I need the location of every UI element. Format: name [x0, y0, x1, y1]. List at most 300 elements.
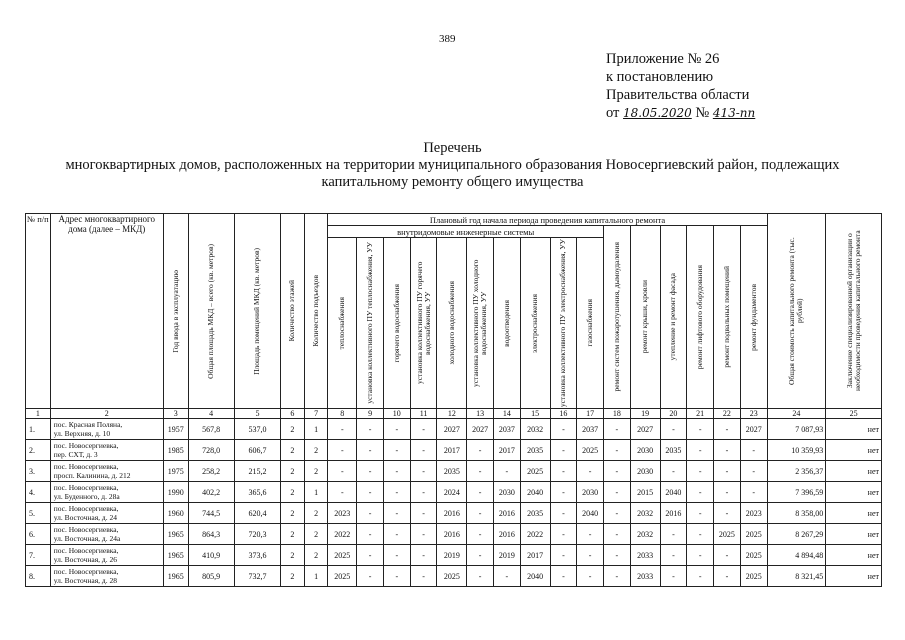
value-cell: 2016 [493, 503, 520, 524]
value-cell: 1965 [163, 566, 188, 587]
value-cell: - [357, 566, 384, 587]
col-basement-header [714, 226, 741, 409]
value-cell: 2030 [630, 440, 660, 461]
col-conclusion-header [826, 214, 882, 409]
drainage-label: водоотведения [501, 299, 511, 347]
col-electricity-meter-header [550, 238, 577, 409]
value-cell: 620,4 [234, 503, 280, 524]
column-number-cell: 1 [26, 409, 51, 419]
value-cell: - [687, 524, 714, 545]
value-cell: - [550, 503, 577, 524]
value-cell: 2037 [493, 419, 520, 440]
row-number: 7. [26, 545, 51, 566]
column-number-cell: 10 [383, 409, 410, 419]
value-cell: - [328, 419, 357, 440]
row-number: 8. [26, 566, 51, 587]
total-area-label: Общая площадь МКД – всего (кв. метров) [206, 243, 216, 379]
value-cell: 732,7 [234, 566, 280, 587]
value-cell: - [687, 440, 714, 461]
appendix-line-4 [606, 104, 755, 122]
total-cost-label: Общая стоимость капитального ремонта (тыс. рублей) [787, 237, 805, 385]
value-cell: 1 [304, 482, 328, 503]
hot-water-label: горячего водоснабжения [391, 283, 401, 363]
value-cell: 2032 [630, 503, 660, 524]
title-line-2: многоквартирных домов, расположенных на территории муниципального образования Новосергиевский район, подлежащих [65, 157, 840, 173]
column-number-cell: 4 [188, 409, 234, 419]
col-facade-header [660, 226, 687, 409]
address-line-2: ул. Верхняя, д. 10 [53, 429, 111, 438]
conclusion-cell: нет [826, 482, 882, 503]
heat-meter-label: установка коллективного ПУ теплоснабжения, УУ [365, 242, 375, 404]
value-cell: 2035 [520, 503, 550, 524]
value-cell: - [383, 545, 410, 566]
value-cell: - [687, 419, 714, 440]
floors-label: Количество этажей [287, 280, 297, 342]
value-cell: 2 [304, 524, 328, 545]
conclusion-cell: нет [826, 419, 882, 440]
column-number-cell: 15 [520, 409, 550, 419]
value-cell: 2025 [520, 461, 550, 482]
row-number: 1. [26, 419, 51, 440]
table-row [26, 419, 882, 440]
gas-label: газоснабжения [585, 299, 595, 347]
decree-date: 18.05.2020 [623, 106, 692, 120]
value-cell: - [328, 440, 357, 461]
value-cell: - [383, 440, 410, 461]
value-cell: 365,6 [234, 482, 280, 503]
value-cell: - [550, 545, 577, 566]
value-cell: 258,2 [188, 461, 234, 482]
value-cell: 2027 [467, 419, 494, 440]
table-body [26, 419, 882, 587]
value-cell: 2 [304, 503, 328, 524]
value-cell: - [357, 419, 384, 440]
address-cell [50, 545, 163, 566]
value-cell: 2 [281, 566, 305, 587]
value-cell: - [714, 545, 741, 566]
value-cell: - [577, 545, 604, 566]
value-cell: 2016 [660, 503, 687, 524]
value-cell: 2025 [577, 440, 604, 461]
cold-water-label: холодного водоснабжения [446, 281, 456, 365]
table-row [26, 545, 882, 566]
col-total-cost-header [767, 214, 826, 409]
address-line-1: пос. Новосергиевка, [53, 441, 119, 450]
title-line-1: Перечень [423, 140, 482, 156]
foundation-label: ремонт фундаментов [748, 283, 758, 351]
address-line-1: пос. Новосергиевка, [53, 525, 119, 534]
address-line-2: ул. Восточная, д. 28 [53, 576, 117, 585]
table-row [26, 440, 882, 461]
value-cell: 2025 [714, 524, 741, 545]
value-cell: 2032 [520, 419, 550, 440]
cost-cell: 2 356,37 [767, 461, 826, 482]
column-number-cell: 24 [767, 409, 826, 419]
address-line-1: пос. Новосергиевка, [53, 567, 119, 576]
value-cell: - [467, 566, 494, 587]
column-number-cell: 18 [604, 409, 631, 419]
value-cell: 373,6 [234, 545, 280, 566]
address-cell [50, 461, 163, 482]
value-cell: 2025 [328, 545, 357, 566]
col-floors-header [281, 214, 305, 409]
column-number-cell: 7 [304, 409, 328, 419]
col-fire-header [604, 226, 631, 409]
column-number-cell: 9 [357, 409, 384, 419]
electricity-meter-label: установка коллективного ПУ электроснабжения, УУ [558, 238, 568, 408]
value-cell: 2 [281, 545, 305, 566]
col-hot-water-meter-header [410, 238, 437, 409]
value-cell: 2025 [740, 524, 767, 545]
value-cell: - [714, 419, 741, 440]
number-label: № [695, 105, 710, 121]
elevator-label: ремонт лифтового оборудования [695, 264, 705, 370]
value-cell: - [410, 419, 437, 440]
column-number-cell: 21 [687, 409, 714, 419]
address-line-1: пос. Новосергиевка, [53, 462, 119, 471]
address-line-2: ул. Восточная, д. 24 [53, 513, 117, 522]
value-cell: 2022 [328, 524, 357, 545]
roof-label: ремонт крыши, кровли [640, 280, 650, 354]
value-cell: 215,2 [234, 461, 280, 482]
column-number-cell: 2 [50, 409, 163, 419]
value-cell: 805,9 [188, 566, 234, 587]
col-premises-area-header [234, 214, 280, 409]
col-foundation-header [740, 226, 767, 409]
value-cell: 2024 [437, 482, 467, 503]
value-cell: 2035 [660, 440, 687, 461]
value-cell: 720,3 [234, 524, 280, 545]
value-cell: - [550, 566, 577, 587]
value-cell: - [467, 440, 494, 461]
address-cell [50, 503, 163, 524]
value-cell: 2 [281, 524, 305, 545]
row-number: 3. [26, 461, 51, 482]
cost-cell: 4 894,48 [767, 545, 826, 566]
col-address-header: Адрес многоквартирного дома (далее – МКД) [50, 214, 163, 409]
value-cell: - [687, 461, 714, 482]
cost-cell: 7 396,59 [767, 482, 826, 503]
value-cell: 2033 [630, 545, 660, 566]
value-cell: - [383, 524, 410, 545]
value-cell: - [467, 524, 494, 545]
value-cell: 606,7 [234, 440, 280, 461]
value-cell: - [660, 419, 687, 440]
row-number: 2. [26, 440, 51, 461]
value-cell: - [604, 440, 631, 461]
col-cold-water-header [437, 238, 467, 409]
column-number-cell: 16 [550, 409, 577, 419]
value-cell: 2 [281, 503, 305, 524]
value-cell: - [550, 440, 577, 461]
premises-area-label: Площадь помещений МКД (кв. метров) [252, 247, 262, 375]
value-cell: 2025 [740, 566, 767, 587]
entrances-label: Количество подъездов [311, 275, 321, 347]
value-cell: - [493, 461, 520, 482]
value-cell: - [740, 440, 767, 461]
cost-cell: 8 267,29 [767, 524, 826, 545]
value-cell: - [383, 482, 410, 503]
value-cell: 2016 [437, 503, 467, 524]
row-number: 4. [26, 482, 51, 503]
col-entrances-header [304, 214, 328, 409]
value-cell: 537,0 [234, 419, 280, 440]
value-cell: 2 [304, 461, 328, 482]
value-cell: 2017 [520, 545, 550, 566]
value-cell: 2025 [740, 545, 767, 566]
address-cell [50, 524, 163, 545]
conclusion-label: Заключение специализированной организации о необходимости проведения капитального ремонта [844, 230, 862, 392]
value-cell: - [660, 524, 687, 545]
value-cell: 2027 [630, 419, 660, 440]
value-cell: 410,9 [188, 545, 234, 566]
value-cell: 2015 [630, 482, 660, 503]
address-cell [50, 440, 163, 461]
value-cell: 2016 [437, 524, 467, 545]
value-cell: - [604, 524, 631, 545]
value-cell: 2030 [493, 482, 520, 503]
value-cell: - [740, 482, 767, 503]
value-cell: - [660, 461, 687, 482]
value-cell: 2 [281, 419, 305, 440]
value-cell: - [660, 566, 687, 587]
address-cell [50, 566, 163, 587]
value-cell: 1965 [163, 545, 188, 566]
address-line-1: пос. Новосергиевка, [53, 504, 119, 513]
value-cell: - [357, 545, 384, 566]
value-cell: 744,5 [188, 503, 234, 524]
value-cell: - [383, 461, 410, 482]
value-cell: - [604, 503, 631, 524]
appendix-line-3: Правительства области [606, 87, 750, 103]
value-cell: 2035 [520, 440, 550, 461]
column-number-cell: 6 [281, 409, 305, 419]
col-heat-meter-header [357, 238, 384, 409]
value-cell: - [550, 461, 577, 482]
value-cell: 2022 [520, 524, 550, 545]
column-number-cell: 23 [740, 409, 767, 419]
column-number-cell: 11 [410, 409, 437, 419]
address-line-2: ул. Восточная, д. 26 [53, 555, 117, 564]
value-cell: 2017 [493, 440, 520, 461]
value-cell: - [357, 461, 384, 482]
page-number: 389 [439, 33, 456, 45]
conclusion-cell: нет [826, 440, 882, 461]
value-cell: 2023 [328, 503, 357, 524]
cold-water-meter-label: установка коллективного ПУ холодного водоснабжения, УУ [471, 259, 489, 387]
value-cell: 2040 [660, 482, 687, 503]
value-cell: 1965 [163, 524, 188, 545]
value-cell: - [410, 503, 437, 524]
address-line-2: ул. Буденного, д. 28а [53, 492, 120, 501]
value-cell: 864,3 [188, 524, 234, 545]
value-cell: - [410, 566, 437, 587]
value-cell: - [577, 524, 604, 545]
electricity-label: электроснабжения [530, 293, 540, 353]
value-cell: - [467, 545, 494, 566]
engineering-header: внутридомовые инженерные системы [328, 226, 604, 238]
value-cell: - [467, 482, 494, 503]
value-cell: - [493, 566, 520, 587]
value-cell: 1975 [163, 461, 188, 482]
address-cell [50, 482, 163, 503]
year-built-label: Год ввода в эксплуатацию [170, 269, 180, 353]
value-cell: - [357, 503, 384, 524]
decree-number: 413-пп [712, 106, 756, 120]
address-line-2: ул. Восточная, д. 24а [53, 534, 121, 543]
cost-cell: 10 359,93 [767, 440, 826, 461]
value-cell: - [357, 440, 384, 461]
conclusion-cell: нет [826, 461, 882, 482]
column-number-cell: 13 [467, 409, 494, 419]
value-cell: 2019 [493, 545, 520, 566]
value-cell: 2017 [437, 440, 467, 461]
value-cell: 2027 [740, 419, 767, 440]
value-cell: - [714, 440, 741, 461]
facade-label: утепление и ремонт фасада [668, 273, 678, 361]
value-cell: - [687, 566, 714, 587]
value-cell: - [357, 482, 384, 503]
value-cell: - [467, 461, 494, 482]
document-title [20, 140, 885, 191]
value-cell: - [714, 566, 741, 587]
value-cell: - [687, 545, 714, 566]
value-cell: - [714, 503, 741, 524]
value-cell: - [328, 482, 357, 503]
value-cell: - [410, 440, 437, 461]
value-cell: 2032 [630, 524, 660, 545]
value-cell: - [550, 419, 577, 440]
value-cell: 2 [281, 482, 305, 503]
col-elevator-header [687, 226, 714, 409]
value-cell: 2019 [437, 545, 467, 566]
value-cell: - [577, 566, 604, 587]
column-number-cell: 22 [714, 409, 741, 419]
appendix-line-2: к постановлению [606, 69, 714, 85]
value-cell: - [714, 461, 741, 482]
value-cell: - [604, 566, 631, 587]
column-number-cell: 17 [577, 409, 604, 419]
value-cell: 2025 [328, 566, 357, 587]
value-cell: 1957 [163, 419, 188, 440]
header-row-1 [26, 214, 882, 226]
address-line-1: пос. Красная Поляна, [53, 420, 123, 429]
col-gas-header [577, 238, 604, 409]
cost-cell: 8 321,45 [767, 566, 826, 587]
value-cell: 2030 [630, 461, 660, 482]
col-cold-water-meter-header [467, 238, 494, 409]
value-cell: - [410, 461, 437, 482]
value-cell: 1 [304, 566, 328, 587]
value-cell: - [410, 524, 437, 545]
conclusion-cell: нет [826, 524, 882, 545]
cost-cell: 8 358,00 [767, 503, 826, 524]
address-line-2: просп. Калинина, д. 212 [53, 471, 131, 480]
conclusion-cell: нет [826, 545, 882, 566]
value-cell: - [660, 545, 687, 566]
value-cell: 728,0 [188, 440, 234, 461]
column-number-row [26, 409, 882, 419]
value-cell: 2 [304, 440, 328, 461]
value-cell: 1 [304, 419, 328, 440]
address-line-1: пос. Новосергиевка, [53, 483, 119, 492]
value-cell: - [604, 545, 631, 566]
value-cell: 2 [304, 545, 328, 566]
conclusion-cell: нет [826, 503, 882, 524]
heating-label: теплоснабжения [337, 296, 347, 350]
value-cell: 2040 [577, 503, 604, 524]
table-row [26, 461, 882, 482]
row-number: 6. [26, 524, 51, 545]
value-cell: - [687, 503, 714, 524]
value-cell: 2027 [437, 419, 467, 440]
value-cell: 1960 [163, 503, 188, 524]
value-cell: - [383, 419, 410, 440]
value-cell: - [550, 482, 577, 503]
column-number-cell: 12 [437, 409, 467, 419]
value-cell: 2033 [630, 566, 660, 587]
value-cell: 2016 [493, 524, 520, 545]
value-cell: - [550, 524, 577, 545]
houses-table [25, 213, 882, 587]
value-cell: - [383, 503, 410, 524]
value-cell: - [383, 566, 410, 587]
address-line-1: пос. Новосергиевка, [53, 546, 119, 555]
col-roof-header [630, 226, 660, 409]
value-cell: 2025 [437, 566, 467, 587]
fire-systems-label: ремонт систем пожаротушения, дымоудаления [611, 242, 621, 392]
value-cell: - [410, 482, 437, 503]
from-label: от [606, 105, 620, 121]
value-cell: - [687, 482, 714, 503]
value-cell: 402,2 [188, 482, 234, 503]
appendix-line-1: Приложение № 26 [606, 51, 720, 67]
value-cell: - [357, 524, 384, 545]
value-cell: 1985 [163, 440, 188, 461]
value-cell: - [467, 503, 494, 524]
value-cell: 567,8 [188, 419, 234, 440]
table-row [26, 482, 882, 503]
column-number-cell: 3 [163, 409, 188, 419]
value-cell: 2023 [740, 503, 767, 524]
appendix-block [606, 50, 755, 122]
value-cell: 2 [281, 440, 305, 461]
planned-year-header: Плановый год начала периода проведения капитального ремонта [328, 214, 767, 226]
col-electricity-header [520, 238, 550, 409]
value-cell: 2040 [520, 566, 550, 587]
table-row [26, 566, 882, 587]
address-cell [50, 419, 163, 440]
value-cell: 2040 [520, 482, 550, 503]
value-cell: 2037 [577, 419, 604, 440]
address-line-2: пер. СХТ, д. 3 [53, 450, 98, 459]
value-cell: 2 [281, 461, 305, 482]
col-num-header: № п/п [26, 214, 51, 409]
value-cell: - [740, 461, 767, 482]
value-cell: - [604, 419, 631, 440]
value-cell: - [714, 482, 741, 503]
column-number-cell: 25 [826, 409, 882, 419]
row-number: 5. [26, 503, 51, 524]
col-total-area-header [188, 214, 234, 409]
col-drainage-header [493, 238, 520, 409]
column-number-cell: 8 [328, 409, 357, 419]
column-number-cell: 19 [630, 409, 660, 419]
value-cell: 2030 [577, 482, 604, 503]
hot-water-meter-label: установка коллективного ПУ горячего водоснабжения, УУ [414, 261, 432, 385]
value-cell: - [328, 461, 357, 482]
col-hot-water-header [383, 238, 410, 409]
